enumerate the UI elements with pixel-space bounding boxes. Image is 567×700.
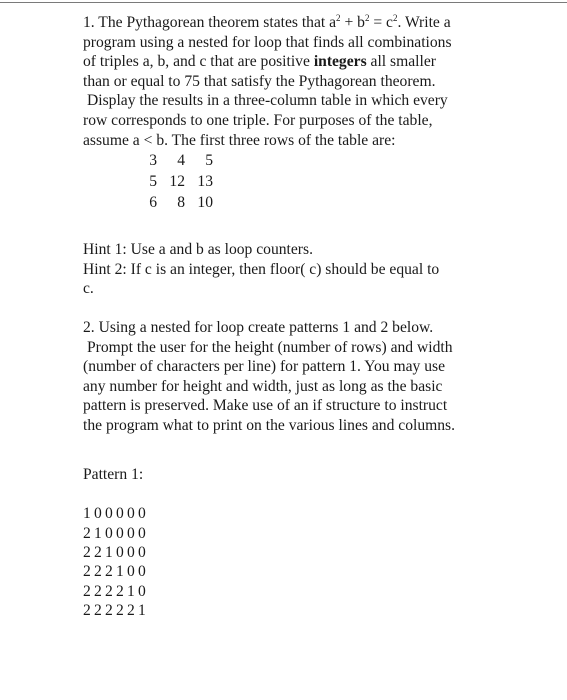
- pattern-row: 222221: [83, 602, 149, 620]
- hints: [83, 240, 503, 299]
- cell-a: 3: [149, 151, 157, 169]
- pattern-row: 222210: [83, 582, 149, 600]
- hint-2-continuation: c.: [83, 280, 94, 298]
- question-2: [83, 318, 503, 436]
- q1-line-5: Display the results in a three-column table in which every: [87, 92, 448, 110]
- pattern-row: 210000: [83, 524, 149, 542]
- q1-line-1: 1. The Pythagorean theorem states that $a^2 + b^2 = c^2$. Write a: [83, 13, 451, 31]
- pattern-row: 222100: [83, 563, 149, 581]
- q2-line-3: (number of characters per line) for pattern 1. You may use: [83, 358, 445, 376]
- q1-line-4: than or equal to 75 that satisfy the Pythagorean theorem.: [83, 72, 436, 90]
- document-page: [83, 13, 503, 621]
- triples-example-table: [145, 150, 213, 213]
- hint-1: Hint 1: Use a and b as loop counters.: [83, 241, 313, 259]
- cell-a: 5: [149, 172, 157, 190]
- q1-line-2: program using a nested for loop that finds all combinations: [83, 33, 452, 51]
- pattern-1: [83, 504, 503, 620]
- question-1: [83, 13, 503, 150]
- cell-b: 4: [177, 151, 185, 169]
- cell-b: 8: [177, 193, 185, 211]
- q1-line-3: of triples a, b, and c that are positive integers all smaller: [83, 53, 436, 71]
- pattern-label: Pattern 1:: [83, 465, 144, 483]
- cell-c: 10: [197, 193, 213, 211]
- cell-b: 12: [169, 172, 185, 190]
- q2-line-4: any number for height and width, just as long as the basic: [83, 377, 443, 395]
- top-divider: [0, 2, 567, 3]
- table-row: [145, 150, 213, 171]
- cell-c: 5: [205, 151, 213, 169]
- q2-line-1: 2. Using a nested for loop create patterns 1 and 2 below.: [83, 318, 434, 336]
- q2-line-6: the program what to print on the various lines and columns.: [83, 416, 456, 434]
- q2-line-5: pattern is preserved. Make use of an if structure to instruct: [83, 397, 448, 415]
- q1-line-6: row corresponds to one triple. For purposes of the table,: [83, 111, 433, 129]
- pattern-row: 221000: [83, 543, 149, 561]
- table-row: [145, 192, 213, 213]
- hint-2: Hint 2: If c is an integer, then floor( c) should be equal to: [83, 260, 440, 278]
- table-row: [145, 171, 213, 192]
- bold-integers: integers: [313, 53, 367, 71]
- q1-line-7: assume a < b. The first three rows of the table are:: [83, 131, 396, 149]
- cell-a: 6: [149, 193, 157, 211]
- pattern-row: 100000: [83, 505, 149, 523]
- q2-line-2: Prompt the user for the height (number of rows) and width: [87, 338, 453, 356]
- cell-c: 13: [197, 172, 213, 190]
